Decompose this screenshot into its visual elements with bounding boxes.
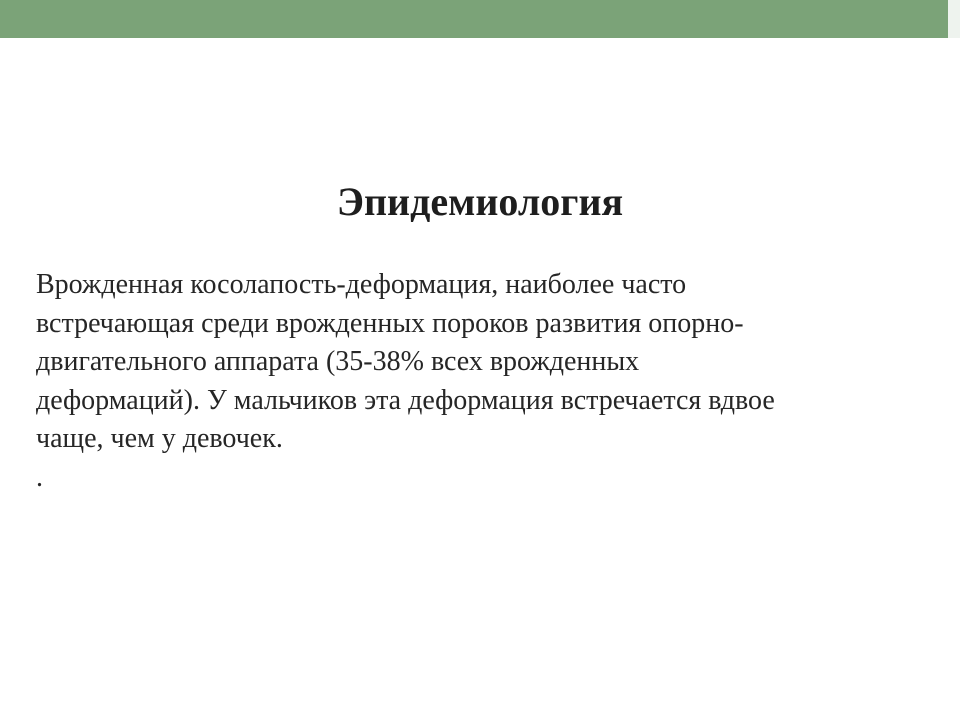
slide-body-text xyxy=(36,266,916,497)
body-line: двигательного аппарата (35-38% всех врожденных xyxy=(36,346,640,377)
body-line: . xyxy=(36,461,43,493)
body-line: встречающая среди врожденных пороков развития опорно- xyxy=(36,307,744,339)
top-accent-strip xyxy=(0,0,948,38)
body-line: Врожденная косолапость-деформация, наиболее часто xyxy=(36,269,687,300)
top-accent-bar xyxy=(0,0,960,38)
body-line: деформаций). У мальчиков эта деформация встречается вдвое xyxy=(36,384,775,416)
slide-title: Эпидемиология xyxy=(336,179,624,224)
body-line: чаще, чем у девочек. xyxy=(36,423,283,454)
